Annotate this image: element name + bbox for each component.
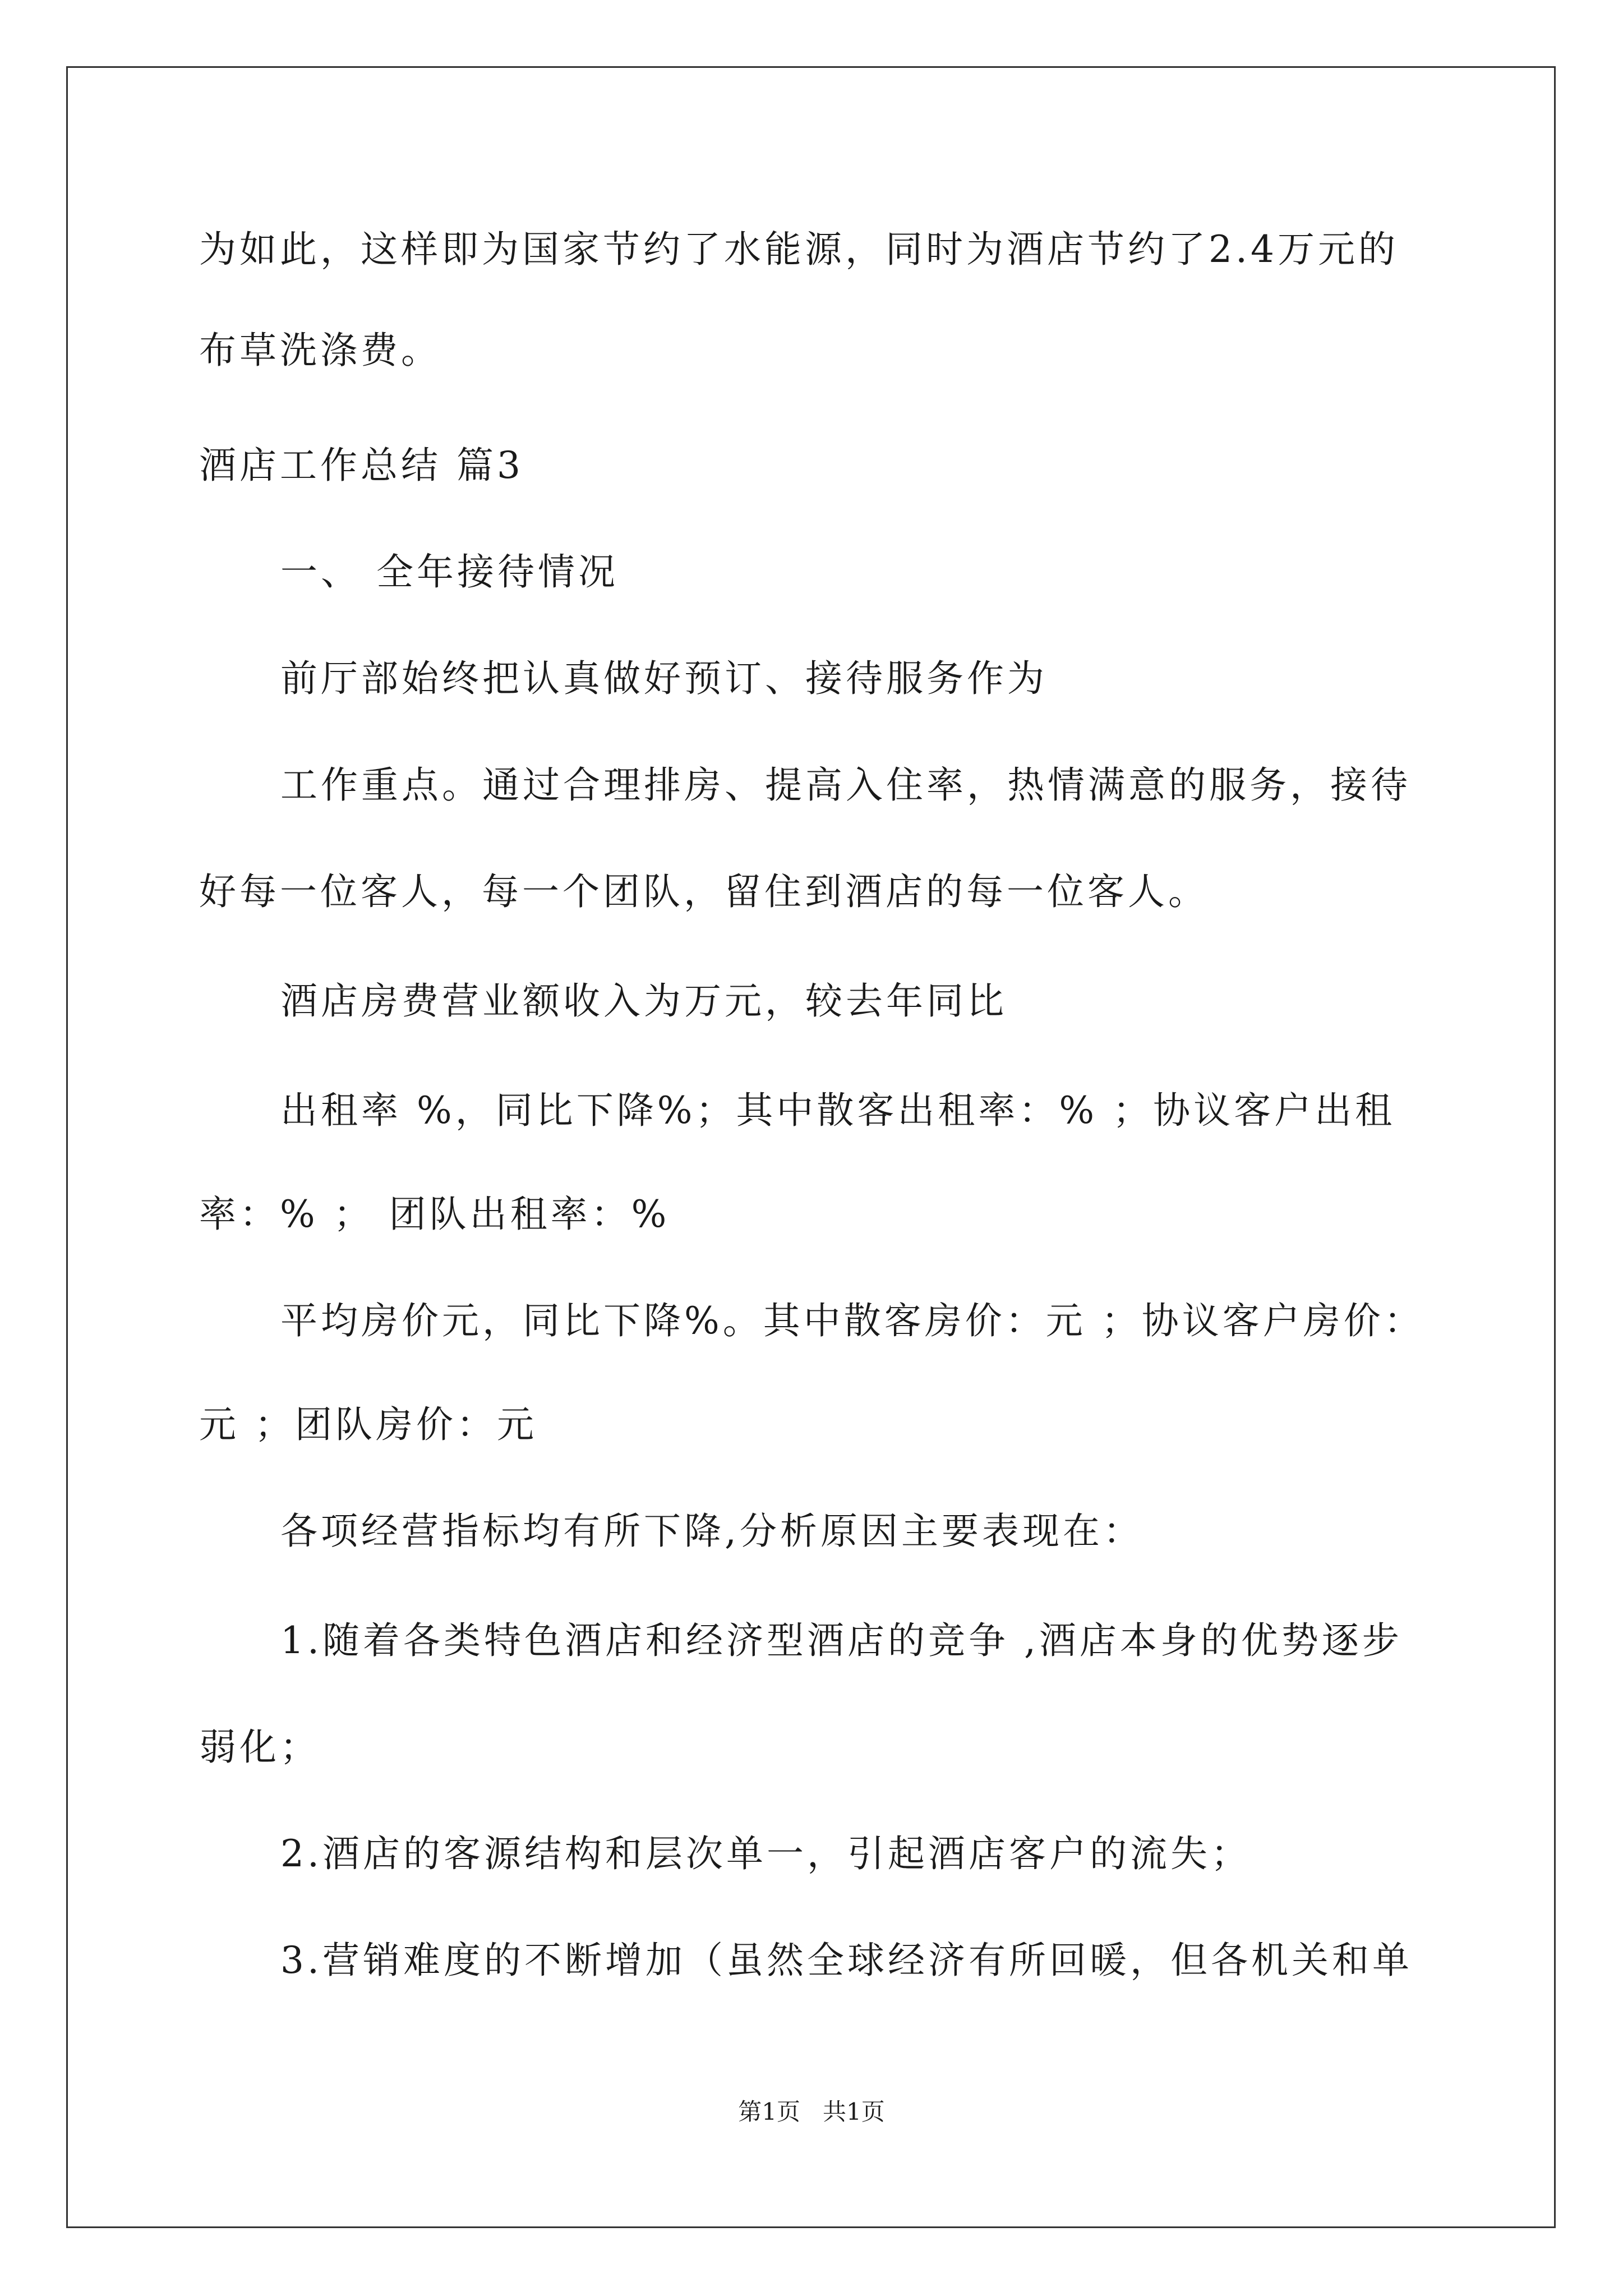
text-line: 2.酒店的客源结构和层次单一，引起酒店客户的流失； xyxy=(280,1832,1251,1875)
text-line: 前厅部始终把认真做好预订、接待服务作为 xyxy=(280,657,1048,700)
text-line: 好每一位客人，每一个团队，留住到酒店的每一位客人。 xyxy=(199,870,1209,913)
text-line: 平均房价元，同比下降%。其中散客房价：元 ；协议客户房价： xyxy=(280,1299,1424,1342)
subsection-heading: 一、 全年接待情况 xyxy=(280,550,619,593)
text-line: 工作重点。通过合理排房、提高入住率，热情满意的服务，接待 xyxy=(280,763,1411,807)
text-line: 出租率 %，同比下降%；其中散客出租率：% ；协议客户出租 xyxy=(280,1089,1396,1132)
page-number: 第1页 共1页 xyxy=(738,2098,885,2125)
page-border xyxy=(66,66,1556,2228)
text-line: 弱化； xyxy=(199,1726,320,1769)
text-line: 酒店房费营业额收入为万元，较去年同比 xyxy=(280,979,1007,1023)
text-line: 各项经营指标均有所下降,分析原因主要表现在： xyxy=(280,1510,1144,1553)
section-heading: 酒店工作总结 篇3 xyxy=(199,444,524,487)
text-line: 布草洗涤费。 xyxy=(199,329,441,372)
text-line: 1.随着各类特色酒店和经济型酒店的竞争 ,酒店本身的优势逐步 xyxy=(280,1619,1403,1662)
text-line: 率：% ； 团队出租率：% xyxy=(199,1193,670,1236)
text-line: 3.营销难度的不断增加（虽然全球经济有所回暖，但各机关和单 xyxy=(280,1939,1413,1982)
text-line: 元 ；团队房价：元 xyxy=(199,1403,537,1446)
text-line: 为如此，这样即为国家节约了水能源，同时为酒店节约了2.4万元的 xyxy=(199,228,1399,271)
